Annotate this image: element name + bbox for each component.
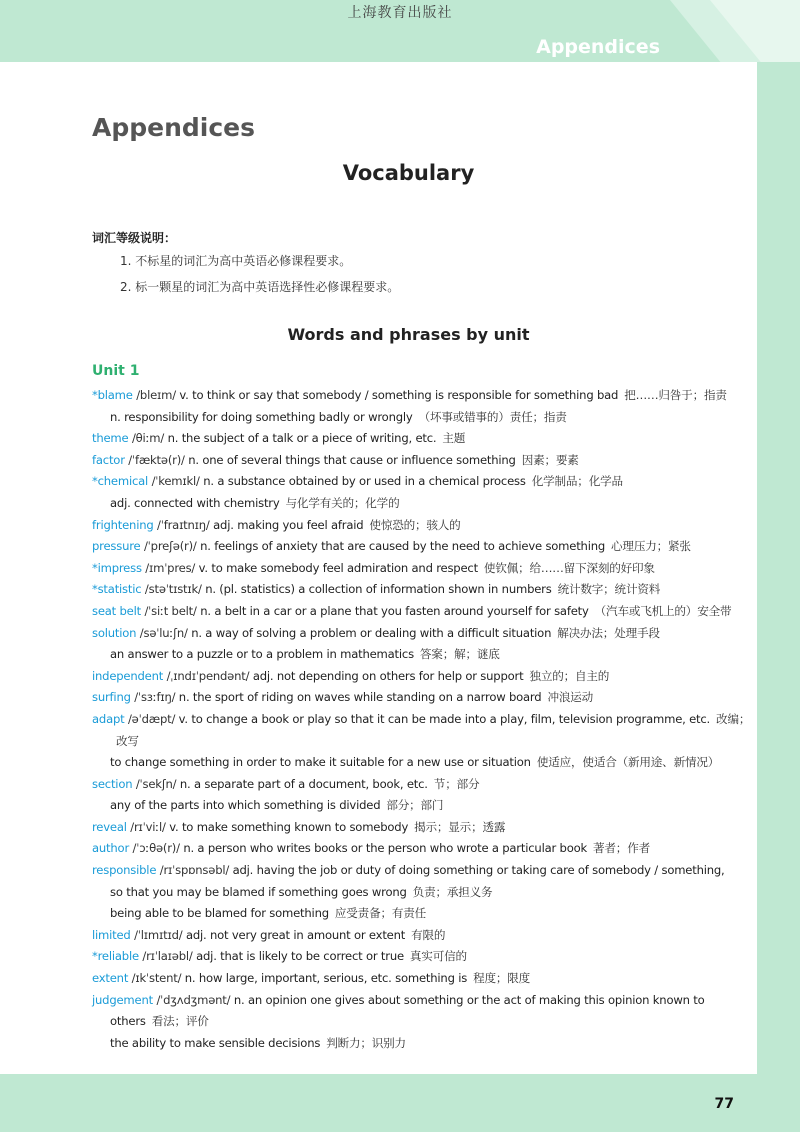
vocab-entry [92, 925, 742, 947]
chinese-gloss: 看法；评价 [151, 1014, 209, 1029]
definition: n. how large, important, serious, etc. something is [181, 971, 468, 986]
publisher-name: 上海教育出版社 [347, 5, 453, 21]
definition: adj. having the job or duty of doing something or taking care of somebody / something, [229, 863, 725, 878]
headword: factor [92, 452, 125, 467]
phonetic: /əˈdæpt/ [124, 711, 176, 726]
vocab-entry [92, 515, 742, 537]
vocab-entry-continuation [92, 752, 742, 774]
chinese-gloss: 化学制品；化学品 [531, 474, 623, 489]
chinese-gloss: 使适应，使适合（新用途、新情况） [536, 755, 720, 770]
definition: n. a separate part of a document, book, etc. [176, 776, 428, 791]
level-note-item: 2. 标一颗星的词汇为高中英语选择性必修课程要求。 [120, 280, 400, 294]
vocab-entry [92, 385, 742, 407]
phonetic: /ˈsɜːfɪŋ/ [130, 690, 176, 705]
headword: responsible [92, 863, 157, 878]
headword: independent [92, 668, 164, 683]
definition: n. a belt in a car or a plane that you fasten around yourself for safety [196, 603, 589, 618]
headword: solution [92, 625, 137, 640]
vocab-entry [92, 990, 742, 1012]
phonetic: /rɪˈviːl/ [126, 819, 166, 834]
vocab-entry [92, 450, 742, 472]
vocab-entry [92, 579, 742, 601]
definition: adj. connected with chemistry [110, 495, 280, 510]
definition: n. the sport of riding on waves while standing on a narrow board [175, 690, 542, 705]
headword: section [92, 776, 133, 791]
phonetic: /rɪˈlaɪəbl/ [138, 949, 193, 964]
vocab-entry-continuation [92, 795, 742, 817]
definition: adj. that is likely to be correct or true [192, 949, 404, 964]
definition: n. a substance obtained by or used in a chemical process [199, 474, 526, 489]
phonetic: /ˈfæktə(r)/ [124, 452, 185, 467]
vocab-entry [92, 709, 751, 731]
section-tab-label: Appendices [536, 36, 660, 58]
chinese-gloss: （坏事或错事的）责任；指责 [418, 409, 567, 424]
chinese-gloss: 改写 [116, 733, 139, 748]
vocab-entry-continuation [92, 644, 742, 666]
definition: to change something in order to make it suitable for a new use or situation [110, 755, 531, 770]
phonetic: /ˈkemɪkl/ [148, 474, 200, 489]
chinese-gloss: 主题 [442, 431, 466, 446]
vocab-entry [92, 666, 742, 688]
vocab-entry [92, 536, 742, 558]
vocab-entry-continuation [92, 493, 742, 515]
chinese-gloss: 冲浪运动 [547, 690, 594, 705]
chinese-gloss: 揭示；显示；透露 [414, 819, 506, 834]
definition: adj. not depending on others for help or support [249, 668, 524, 683]
definition: n. one of several things that cause or influence something [184, 452, 516, 467]
footer-band [0, 1074, 800, 1132]
vocab-entry [92, 860, 742, 882]
vocab-entry-continuation [92, 1033, 742, 1055]
headword: limited [92, 927, 131, 942]
vocab-entry [92, 428, 742, 450]
phonetic: /ˈfraɪtnɪŋ/ [153, 517, 210, 532]
headword: reveal [92, 819, 127, 834]
definition: being able to be blamed for something [110, 906, 329, 921]
headword: surfing [92, 690, 131, 705]
unit-title: Unit 1 [92, 363, 140, 379]
vocab-entry [92, 471, 742, 493]
definition: n. feelings of anxiety that are caused by the need to achieve something [196, 539, 606, 554]
chinese-gloss: 使钦佩；给……留下深刻的好印象 [483, 560, 655, 575]
chinese-gloss: 有限的 [411, 927, 446, 942]
phonetic: /ˈdʒʌdʒmənt/ [152, 992, 231, 1007]
chinese-gloss: 程度；限度 [473, 971, 531, 986]
headword: *statistic [92, 582, 142, 597]
chinese-gloss: 心理压力；紧张 [611, 539, 691, 554]
headword: *blame [92, 388, 133, 402]
right-margin-strip [757, 62, 800, 1074]
definition: so that you may be blamed if something goes wrong [110, 884, 407, 899]
words-by-unit-title: Words and phrases by unit [287, 325, 530, 344]
headword: seat belt [92, 603, 141, 618]
chinese-gloss: 答案；解；谜底 [419, 647, 500, 662]
vocabulary-list [92, 385, 751, 1054]
chinese-gloss: 负责；承担义务 [412, 884, 493, 899]
vocab-entry [92, 968, 742, 990]
definition: n. responsibility for doing something badly or wrongly [110, 409, 413, 424]
definition: v. to think or say that somebody / something is responsible for something bad [175, 388, 619, 402]
chinese-gloss: （汽车或飞机上的）安全带 [594, 603, 732, 618]
definition: v. to make something known to somebody [165, 819, 409, 834]
chinese-gloss: 部分；部门 [386, 798, 444, 813]
chinese-gloss: 把……归咎于；指责 [624, 388, 727, 402]
vocab-entry-continuation [92, 1011, 742, 1033]
chinese-gloss: 使惊恐的；骇人的 [369, 517, 461, 532]
vocab-entry-continuation [92, 731, 742, 753]
headword: adapt [92, 711, 125, 726]
phonetic: /ˈpreʃə(r)/ [140, 539, 197, 554]
definition: n. an opinion one gives about something or the act of making this opinion known to [230, 992, 705, 1007]
definition: v. to change a book or play so that it can be made into a play, film, television programme, etc. [175, 711, 711, 726]
section-title: Appendices [92, 113, 256, 142]
phonetic: /ˈsiːt belt/ [140, 603, 197, 618]
headword: extent [92, 971, 129, 986]
level-notes-heading: 词汇等级说明： [92, 231, 177, 245]
definition: adj. making you feel afraid [209, 517, 364, 532]
vocab-entry [92, 817, 742, 839]
phonetic: /stəˈtɪstɪk/ [141, 582, 202, 597]
vocab-entry [92, 623, 742, 645]
definition: n. (pl. statistics) a collection of information shown in numbers [201, 582, 552, 597]
headword: *impress [92, 560, 142, 575]
chinese-gloss: 应受责备；有责任 [334, 906, 427, 921]
definition: others [110, 1014, 146, 1029]
phonetic: /ˈsekʃn/ [132, 776, 177, 791]
chinese-gloss: 改编； [716, 711, 751, 726]
headword: frightening [92, 517, 154, 532]
phonetic: /ˈlɪmɪtɪd/ [130, 927, 183, 942]
chinese-gloss: 著者；作者 [593, 841, 650, 856]
chinese-gloss: 与化学有关的；化学的 [285, 495, 400, 510]
definition: an answer to a puzzle or to a problem in mathematics [110, 647, 414, 662]
headword: pressure [92, 539, 141, 554]
chinese-gloss: 统计数字；统计资料 [557, 582, 661, 597]
phonetic: /ˌɪndɪˈpendənt/ [163, 668, 250, 683]
chinese-gloss: 判断力；识别力 [326, 1035, 406, 1050]
definition: n. the subject of a talk or a piece of writing, etc. [164, 431, 437, 446]
definition: the ability to make sensible decisions [110, 1035, 321, 1050]
phonetic: /ɪkˈstent/ [128, 971, 182, 986]
page-number: 77 [714, 1096, 734, 1112]
headword: *reliable [92, 949, 139, 964]
definition: v. to make somebody feel admiration and respect [195, 560, 478, 575]
definition: n. a way of solving a problem or dealing with a difficult situation [187, 625, 552, 640]
phonetic: /ɪmˈpres/ [141, 560, 196, 575]
vocab-entry-continuation [92, 903, 742, 925]
level-note-item: 1. 不标星的词汇为高中英语必修课程要求。 [120, 254, 352, 268]
vocab-entry-continuation [92, 407, 742, 429]
chinese-gloss: 真实可信的 [409, 949, 467, 964]
vocab-entry [92, 601, 742, 623]
headword: author [92, 841, 130, 856]
phonetic: /ˈɔːθə(r)/ [129, 841, 180, 856]
chinese-gloss: 因素；要素 [521, 452, 579, 467]
vocabulary-title: Vocabulary [342, 161, 475, 185]
phonetic: /səˈluːʃn/ [136, 625, 188, 640]
vocab-entry [92, 838, 742, 860]
headword: judgement [92, 992, 153, 1007]
headword: *chemical [92, 474, 149, 489]
vocab-entry [92, 774, 742, 796]
headword: theme [92, 431, 129, 446]
phonetic: /θiːm/ [128, 431, 165, 446]
definition: adj. not very great in amount or extent [182, 927, 406, 942]
phonetic: /rɪˈspɒnsəbl/ [156, 863, 230, 878]
vocab-entry [92, 946, 742, 968]
definition: n. a person who writes books or the person who wrote a particular book [179, 841, 588, 856]
definition: any of the parts into which something is divided [110, 798, 381, 813]
vocab-entry [92, 558, 742, 580]
vocab-entry [92, 687, 742, 709]
chinese-gloss: 节；部分 [433, 776, 480, 791]
vocab-entry-continuation [92, 882, 742, 904]
phonetic: /bleɪm/ [132, 388, 176, 402]
chinese-gloss: 独立的；自主的 [529, 668, 610, 683]
chinese-gloss: 解决办法；处理手段 [557, 625, 660, 640]
